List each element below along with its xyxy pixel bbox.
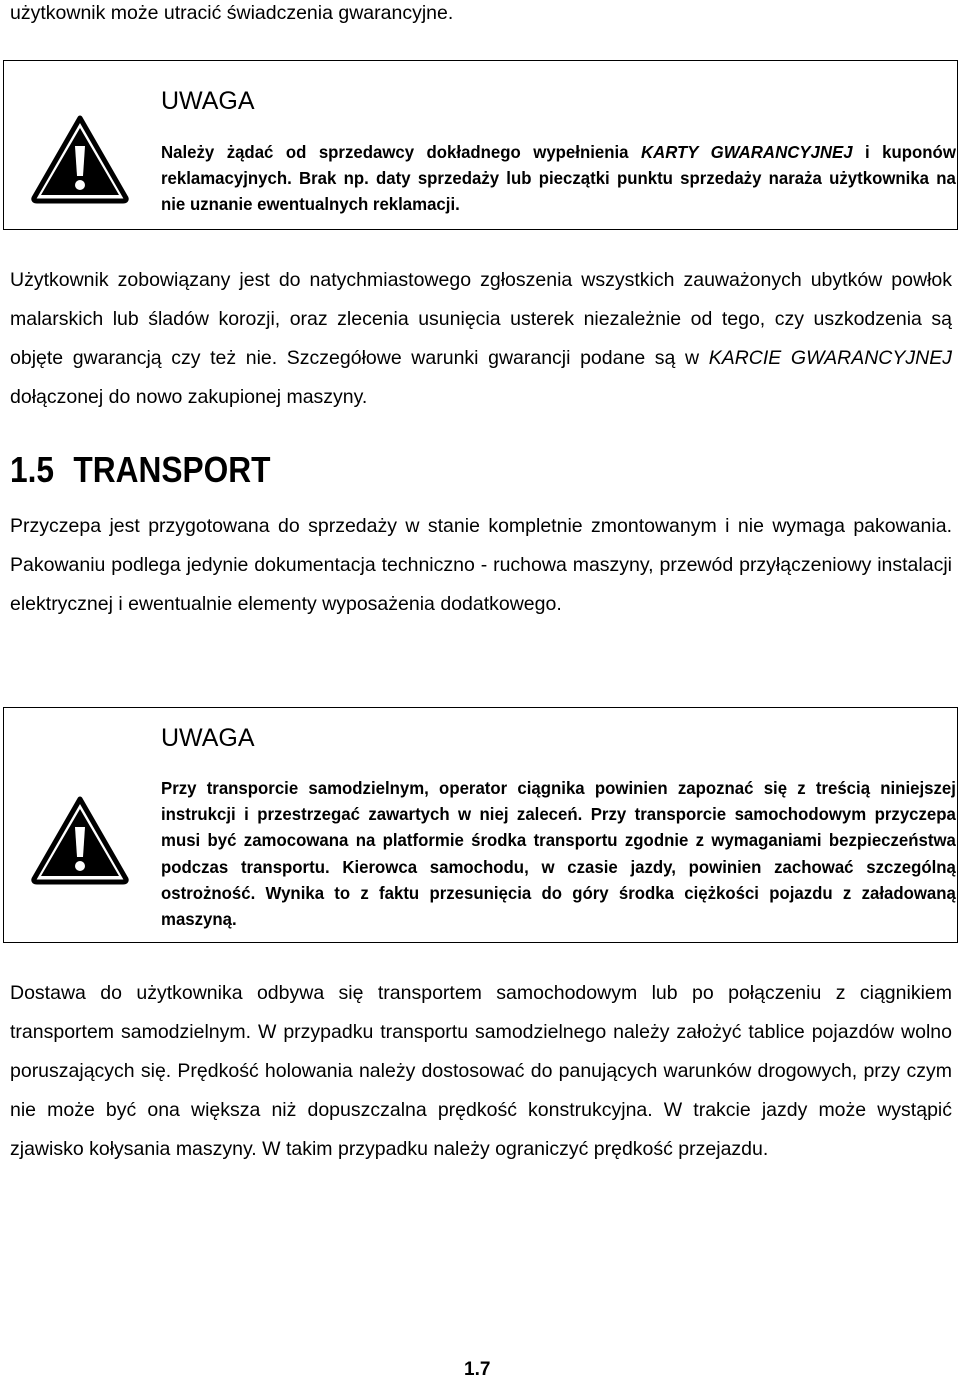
warning-title: UWAGA <box>161 724 255 752</box>
paragraph-delivery: Dostawa do użytkownika odbywa się transportem samochodowym lub po połączeniu z ciągnikiem transportem samodzielnym. W przypadku transportu samodzielnego należy założyć tablice pojazdów wolno poruszających się. Prędkość holowania należy dostosować do panujących warunków drogowych, przy czym nie może być ona większa niż dopuszczalna prędkość konstrukcyjna. W trakcie jazdy może wystąpić zjawisko kołysania maszyny. W takim przypadku należy ograniczyć prędkość przejazdu. <box>10 982 952 1160</box>
warning-text <box>161 139 956 218</box>
page-number: 1.7 <box>464 1359 491 1380</box>
warning-text-start: Należy żądać od sprzedawcy dokładnego wypełnienia <box>161 142 641 162</box>
warning-box <box>3 60 958 230</box>
section-heading <box>10 448 271 492</box>
section-title: TRANSPORT <box>73 449 271 490</box>
warning-triangle-icon <box>30 795 130 885</box>
paragraph-defect-reporting <box>10 261 952 417</box>
warning-triangle-icon <box>30 114 130 204</box>
section-number: 1.5 <box>10 449 55 490</box>
warning-box <box>3 707 958 943</box>
paragraph-text-start: Użytkownik zobowiązany jest do natychmiastowego zgłoszenia wszystkich zauważonych ubytków powłok malarskich lub śladów korozji, oraz zlecenia usunięcia usterek niezależnie od tego, czy uszkodzenia są objęte gwarancją czy też nie. Szczegółowe warunki gwarancji podane są w <box>10 269 952 369</box>
paragraph-text-end: dołączonej do nowo zakupionej maszyny. <box>10 386 368 408</box>
warranty-card-reference: KARCIE GWARANCYJNEJ <box>708 347 952 369</box>
continued-text-line: użytkownik może utracić świadczenia gwarancyjne. <box>10 2 454 24</box>
paragraph-packaging: Przyczepa jest przygotowana do sprzedaży w stanie kompletnie zmontowanym i nie wymaga pakowania. Pakowaniu podlega jedynie dokumentacja techniczno - ruchowa maszyny, przewód przyłączeniowy instalacji elektrycznej i ewentualnie elementy wyposażenia dodatkowego. <box>10 515 952 615</box>
warranty-card-name: KARTY GWARANCYJNEJ <box>640 142 853 162</box>
warning-text: Przy transporcie samodzielnym, operator ciągnika powinien zapoznać się z treścią niniejszej instrukcji i przestrzegać zawartych w niej zaleceń. Przy transporcie samochodowym przyczepa musi być zamocowana na platformie środka transportu zgodnie z wymaganiami bezpieczeństwa podczas transportu. Kierowca samochodu, w czasie jazdy, powinien zachować szczególną ostrożność. Wynika to z faktu przesunięcia do góry środka ciężkości pojazdu z załadowaną maszyną. <box>161 778 956 930</box>
warning-text-end: i kuponów reklamacyjnych. Brak np. daty sprzedaży lub pieczątki punktu sprzedaży naraża użytkownika na nie uznanie ewentualnych reklamacji. <box>161 142 956 215</box>
warning-title: UWAGA <box>161 87 255 115</box>
